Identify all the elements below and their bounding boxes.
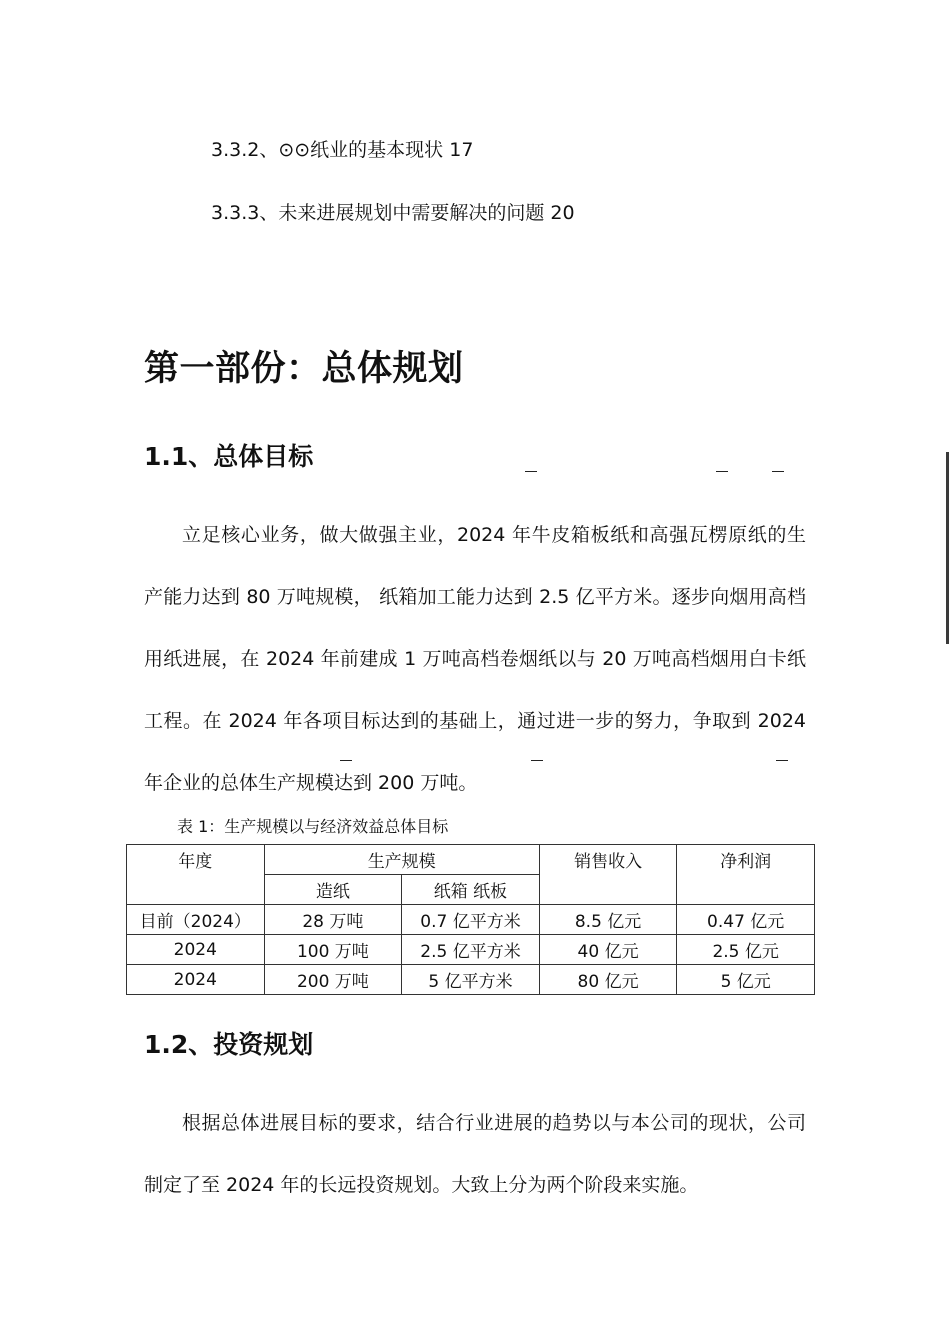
stray-dash-mark xyxy=(772,471,784,472)
cell-profit: 0.47 亿元 xyxy=(677,905,815,935)
goals-table xyxy=(126,844,815,995)
cell-sales: 8.5 亿元 xyxy=(539,905,677,935)
paragraph-line: 年企业的总体生产规模达到 200 万吨。 xyxy=(144,772,478,794)
cell-year: 2024 xyxy=(127,935,265,965)
cell-profit: 2.5 亿元 xyxy=(677,935,815,965)
cell-paper: 28 万吨 xyxy=(264,905,402,935)
cell-sales: 80 亿元 xyxy=(539,965,677,995)
part-title: 第一部份：总体规划 xyxy=(144,349,464,389)
paragraph-line: 产能力达到 80 万吨规模， 纸箱加工能力达到 2.5 亿平方米。逐步向烟用高档 xyxy=(144,586,806,608)
header-carton: 纸箱 纸板 xyxy=(402,875,540,905)
stray-dash-mark xyxy=(525,471,537,472)
toc-entry: 3.3.2、⊙⊙纸业的基本现状 17 xyxy=(211,139,474,161)
stray-dash-mark xyxy=(531,760,543,761)
stray-dash-mark xyxy=(340,760,352,761)
cell-year: 目前（2024） xyxy=(127,905,265,935)
table-caption: 表 1：生产规模以与经济效益总体目标 xyxy=(177,817,449,836)
page-edge-marker xyxy=(946,452,949,644)
header-year: 年度 xyxy=(127,845,265,905)
cell-carton: 0.7 亿平方米 xyxy=(402,905,540,935)
table-header-row xyxy=(127,845,815,875)
cell-paper: 100 万吨 xyxy=(264,935,402,965)
cell-carton: 5 亿平方米 xyxy=(402,965,540,995)
header-paper: 造纸 xyxy=(264,875,402,905)
paragraph-line: 制定了至 2024 年的长远投资规划。大致上分为两个阶段来实施。 xyxy=(144,1174,699,1196)
stray-dash-mark xyxy=(776,760,788,761)
section-title: 1.2、投资规划 xyxy=(144,1030,314,1059)
section-title: 1.1、总体目标 xyxy=(144,442,314,471)
table-row xyxy=(127,965,815,995)
paragraph-line: 工程。在 2024 年各项目标达到的基础上，通过进一步的努力，争取到 2024 xyxy=(144,710,806,732)
cell-paper: 200 万吨 xyxy=(264,965,402,995)
cell-sales: 40 亿元 xyxy=(539,935,677,965)
table-row xyxy=(127,935,815,965)
cell-carton: 2.5 亿平方米 xyxy=(402,935,540,965)
stray-dash-mark xyxy=(716,471,728,472)
header-profit: 净利润 xyxy=(677,845,815,905)
header-scale: 生产规模 xyxy=(264,845,539,875)
paragraph-line: 根据总体进展目标的要求，结合行业进展的趋势以与本公司的现状，公司 xyxy=(182,1112,806,1134)
table-row xyxy=(127,905,815,935)
toc-entry: 3.3.3、未来进展规划中需要解决的问题 20 xyxy=(211,202,575,224)
cell-profit: 5 亿元 xyxy=(677,965,815,995)
paragraph-line: 用纸进展，在 2024 年前建成 1 万吨高档卷烟纸以与 20 万吨高档烟用白卡纸 xyxy=(144,648,806,670)
paragraph-line: 立足核心业务，做大做强主业，2024 年牛皮箱板纸和高强瓦楞原纸的生 xyxy=(182,524,806,546)
cell-year: 2024 xyxy=(127,965,265,995)
header-sales: 销售收入 xyxy=(539,845,677,905)
